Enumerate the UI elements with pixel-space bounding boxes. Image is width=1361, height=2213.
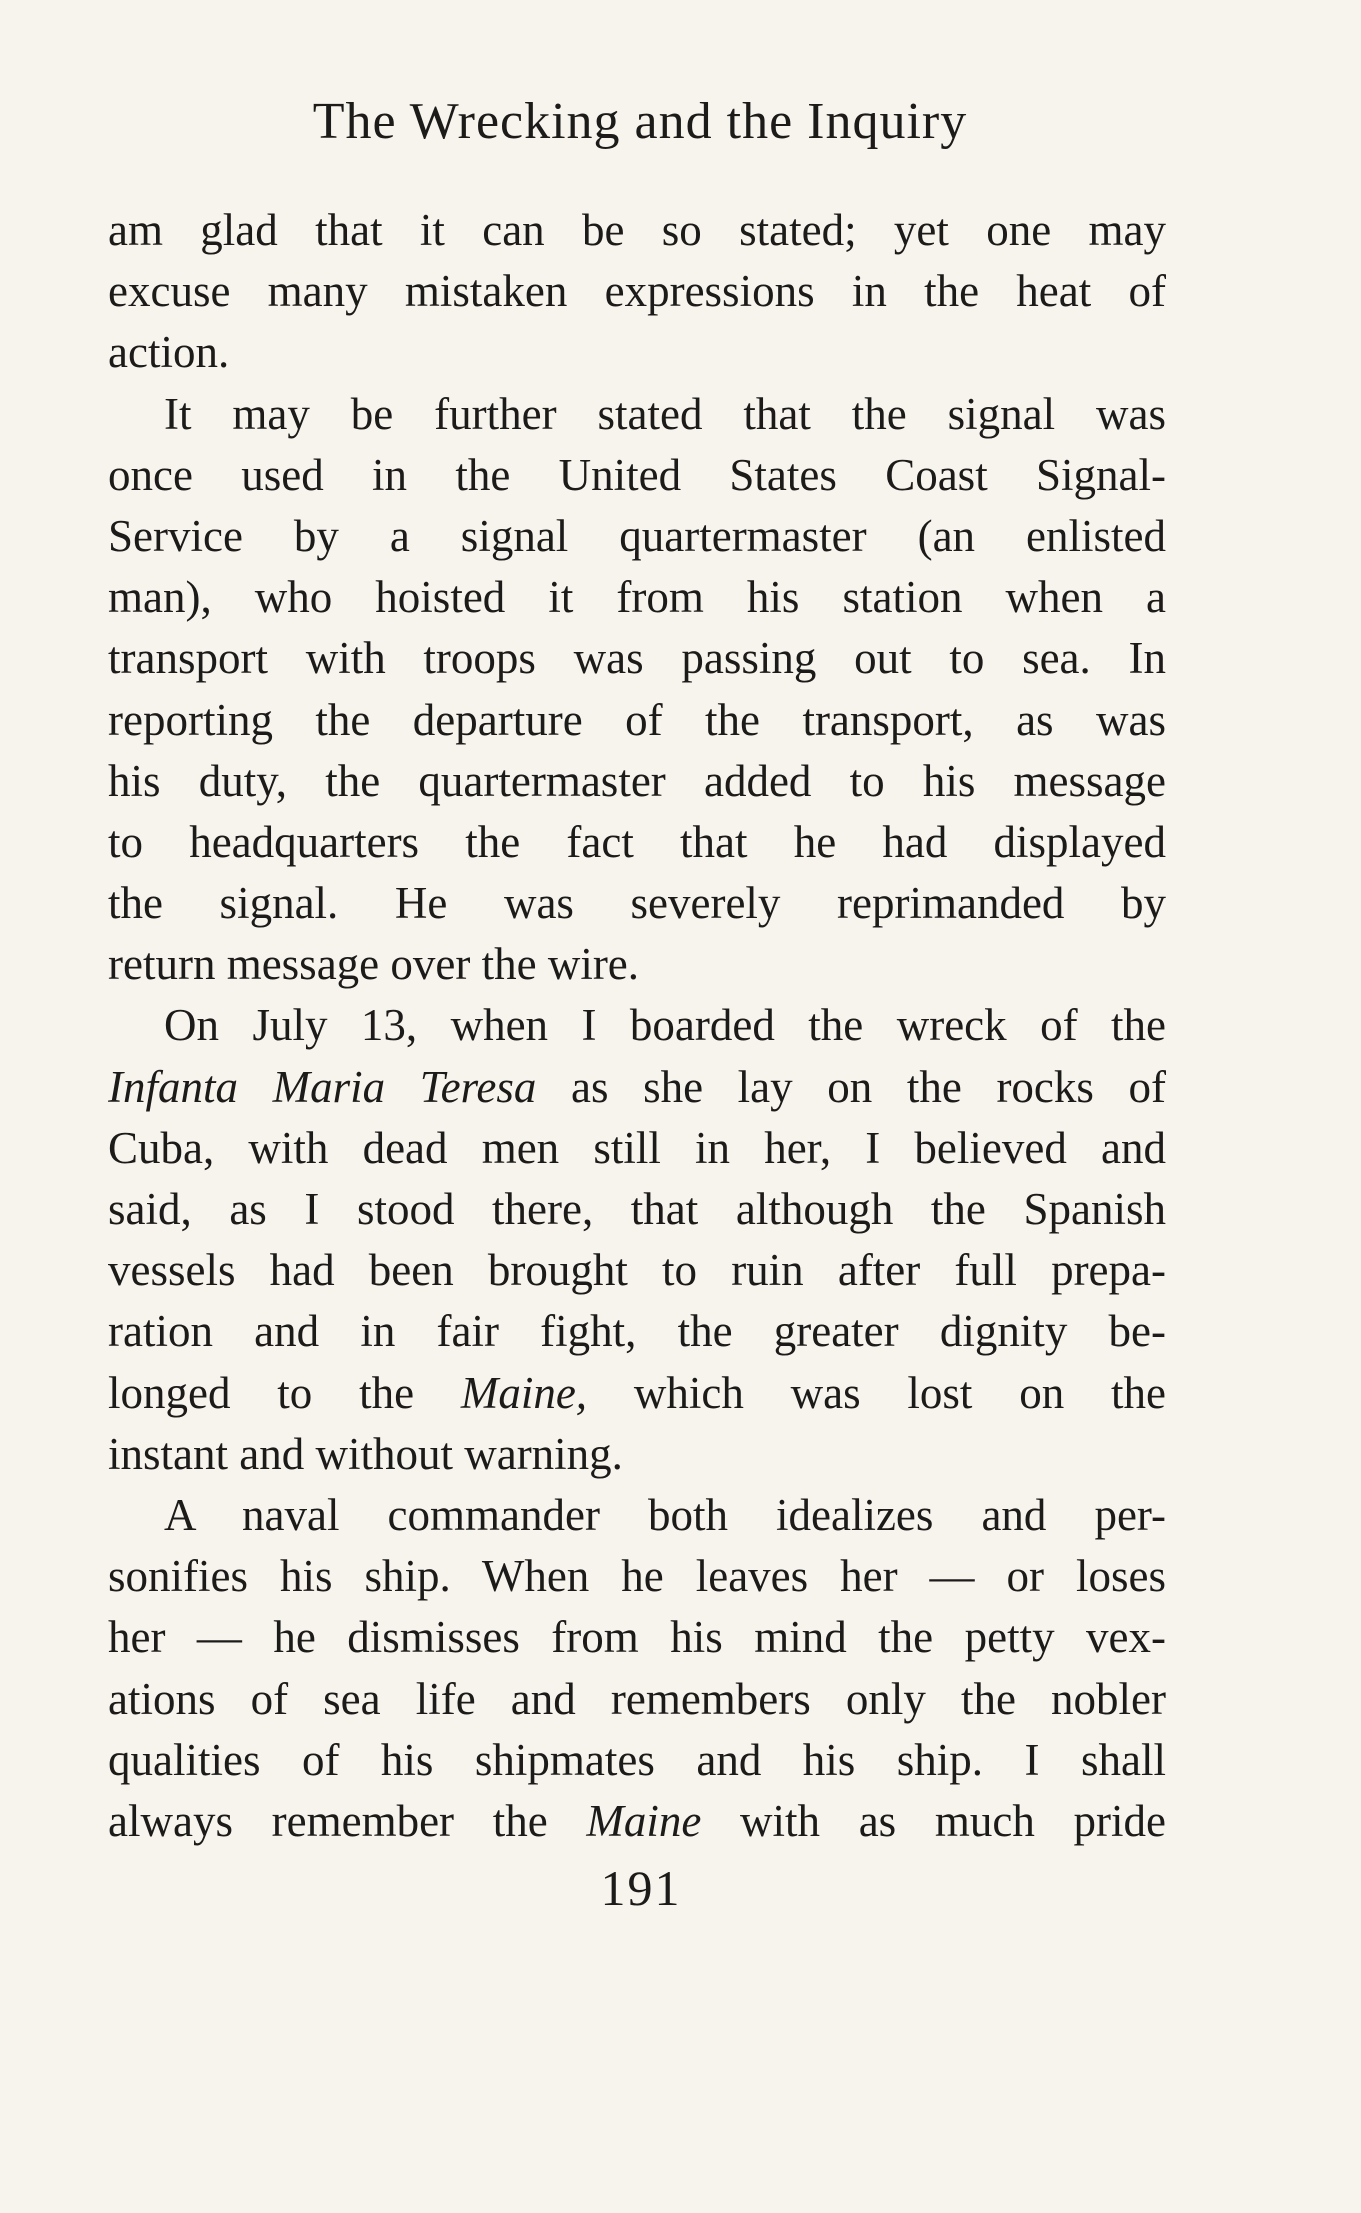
italic-ship-name: Maine bbox=[586, 1795, 702, 1846]
text-line: excuse many mistaken expressions in the heat of bbox=[108, 266, 1166, 317]
text-line: Cuba, with dead men still in her, I believed and bbox=[108, 1122, 1166, 1173]
italic-ship-name: Maine, bbox=[460, 1367, 588, 1418]
text-line: Service by a signal quartermaster (an enlisted bbox=[108, 510, 1166, 561]
text-line: ations of sea life and remembers only the nobler bbox=[108, 1673, 1166, 1724]
italic-ship-name: Infanta Maria Teresa bbox=[108, 1061, 537, 1112]
text-line: the signal. He was severely reprimanded by bbox=[108, 878, 1166, 929]
text-line: always remember the Maine with as much pride bbox=[108, 1795, 1166, 1846]
text-line: ration and in fair fight, the greater dignity be- bbox=[108, 1306, 1166, 1357]
text-line: vessels had been brought to ruin after full prepa- bbox=[108, 1245, 1166, 1296]
text-line: A naval commander both idealizes and per- bbox=[164, 1489, 1166, 1540]
text-line: am glad that it can be so stated; yet one may bbox=[108, 205, 1166, 255]
text-line: to headquarters the fact that he had displayed bbox=[108, 816, 1166, 867]
text-line: man), who hoisted it from his station when a bbox=[108, 572, 1166, 623]
page-number: 191 bbox=[600, 1860, 682, 1916]
text-line: instant and without warning. bbox=[108, 1428, 623, 1479]
body-text bbox=[108, 200, 1166, 1852]
text-line: return message over the wire. bbox=[108, 939, 640, 990]
text-line: action. bbox=[108, 327, 230, 378]
running-head: The Wrecking and the Inquiry bbox=[312, 93, 968, 150]
text-line: her — he dismisses from his mind the petty vex- bbox=[108, 1612, 1166, 1663]
text-line: once used in the United States Coast Signal- bbox=[108, 449, 1166, 500]
text-line: said, as I stood there, that although the Spanish bbox=[108, 1184, 1166, 1234]
text-line: It may be further stated that the signal was bbox=[164, 388, 1166, 439]
text-line: sonifies his ship. When he leaves her — or loses bbox=[108, 1551, 1166, 1602]
text-line: his duty, the quartermaster added to his message bbox=[108, 755, 1166, 806]
text-line: reporting the departure of the transport, as was bbox=[108, 694, 1166, 745]
text-line: transport with troops was passing out to sea. In bbox=[108, 633, 1166, 684]
text-line: On July 13, when I boarded the wreck of the bbox=[164, 1000, 1166, 1051]
text-line: qualities of his shipmates and his ship. I shall bbox=[108, 1734, 1166, 1785]
text-line: Infanta Maria Teresa as she lay on the rocks of bbox=[108, 1061, 1166, 1112]
text-line: longed to the Maine, which was lost on the bbox=[108, 1367, 1166, 1418]
